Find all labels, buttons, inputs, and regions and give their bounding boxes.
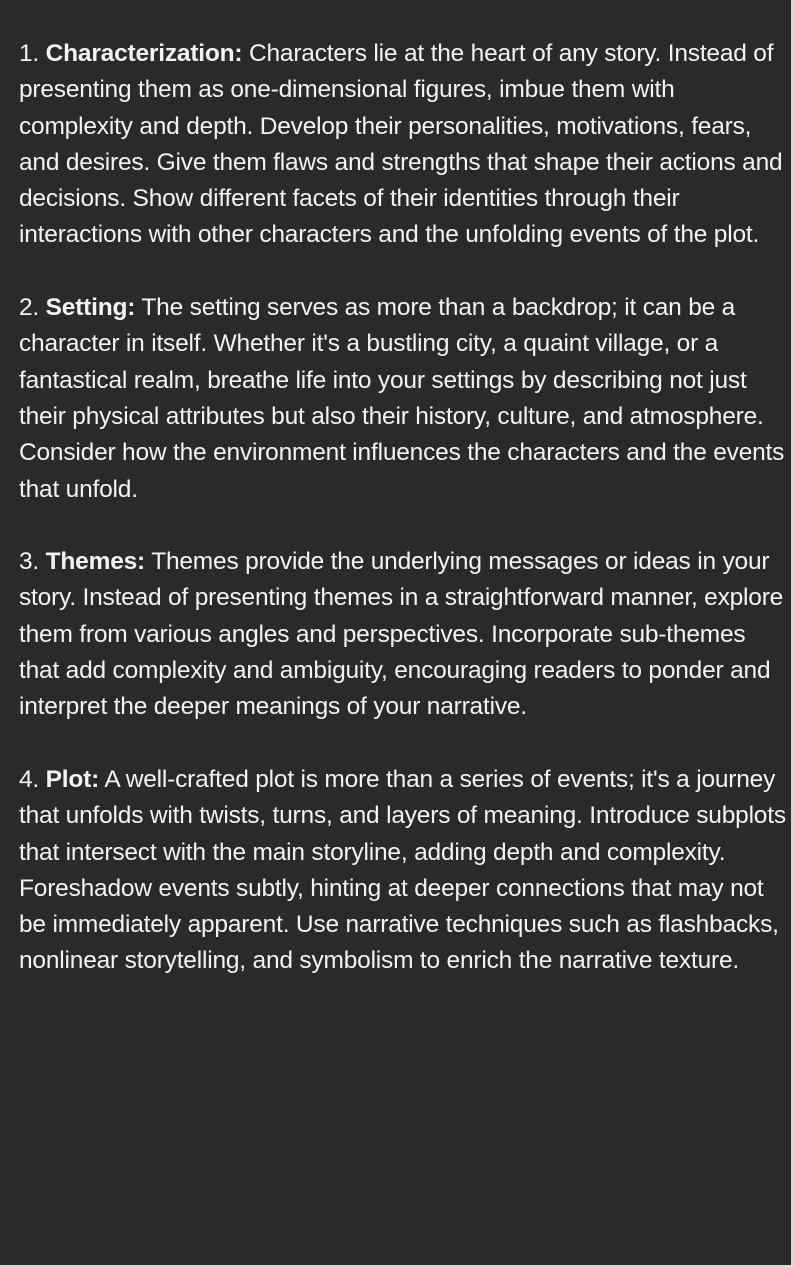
section-number: 4. (19, 765, 40, 793)
section-plot (19, 762, 789, 980)
document-body (19, 36, 789, 1016)
section-number: 1. (19, 40, 40, 67)
section-term: Plot: (45, 765, 100, 793)
section-number: 2. (19, 294, 40, 322)
section-characterization (19, 36, 789, 254)
section-setting (19, 290, 789, 508)
section-text: The setting serves as more than a backdrop; it can be a character in itself. Whether it's a bustling city, a quaint village, or a fantastical realm, breathe life into your settings by describing not just their physical attributes but also their history, culture, and atmosphere. Consider how the environment influences the characters and the events that unfold. (19, 294, 785, 503)
section-term: Setting: (45, 294, 136, 322)
section-term: Characterization: (45, 40, 243, 67)
section-text: Characters lie at the heart of any story. Instead of presenting them as one-dimensional figures, imbue them with complexity and depth. Develop their personalities, motivations, fears, and desires. Give them flaws and strengths that shape their actions and decisions. Show different facets of their identities through their interactions with other characters and the unfolding events of the plot. (19, 40, 783, 249)
section-text: Themes provide the underlying messages or ideas in your story. Instead of presenting themes in a straightforward manner, explore them from various angles and perspectives. Incorporate sub-themes that add complexity and ambiguity, encouraging readers to ponder and interpret the deeper meanings of your narrative. (19, 548, 784, 721)
section-term: Themes: (45, 548, 146, 576)
section-number: 3. (19, 548, 40, 576)
section-text: A well-crafted plot is more than a series of events; it's a journey that unfolds with twists, turns, and layers of meaning. Introduce subplots that intersect with the main storyline, adding depth and complexity. Foreshadow events subtly, hinting at deeper connections that may not be immediately apparent. Use narrative techniques such as flashbacks, nonlinear storytelling, and symbolism to enrich the narrative texture. (19, 765, 786, 975)
section-themes (19, 544, 789, 725)
